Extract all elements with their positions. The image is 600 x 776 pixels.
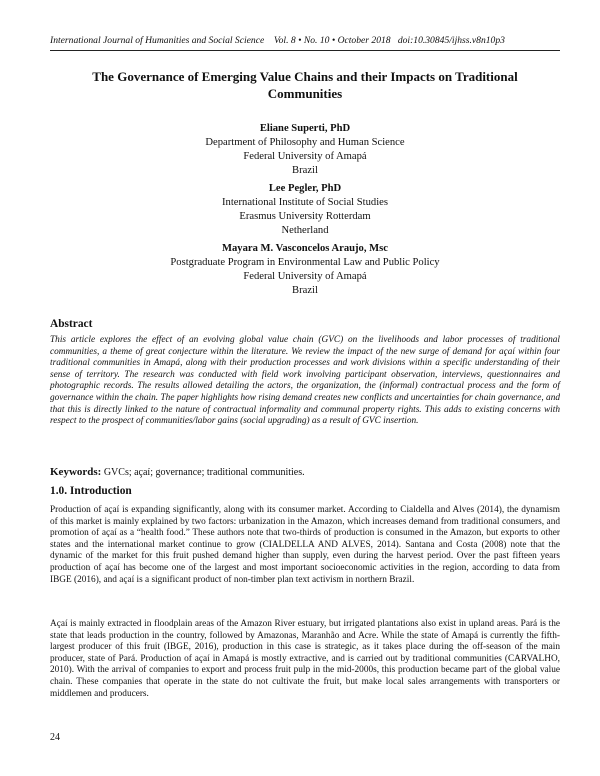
abstract-heading: Abstract <box>50 318 93 330</box>
body-paragraph: Açaí is mainly extracted in floodplain areas of the Amazon River estuary, but irrigated plantations also exist in upland areas. Pará is the state that leads production in the country, followed by Amazonas, Maranhão and Acre. While the state of Amapá is currently the fifth-largest producer of this fruit (IBGE, 2016), production in this case is strategic, as it takes place during the off-season of the main producer, state of Pará. Production of açaí in Amapá is mostly extractive, and is carried out by traditional communities (CARVALHO, 2010). With the arrival of companies to export and process fruit pulp in the mid-2000s, this production became part of the global value chain. These companies that operate in the state do not cultivate the fruit, but make local sales arrangements with transporters or middlemen and producers. <box>50 619 560 699</box>
abstract-text: This article explores the effect of an evolving global value chain (GVC) on the livelihoods and labor processes of traditional communities, a theme of great conjecture within the literature. We review the impact of the new surge of demand for açaí within four traditional communities in Amapá, along with their production processes and work divisions within a specific understanding of their sense of territory. The research was conducted with field work involving participant observation, interviews, questionnaires and photographic records. The results allowed detailing the actors, the organization, the (informal) contractual process and the form of governance within the chain. The paper highlights how rising demand creates new conflicts and uncertainties for chain governance, and that this is directly linked to the nature of contractual informality and communal property rights. This adds to existing concerns with respect to the prospect of communities/labor gains (social upgrading) as a result of GVC insertion. <box>50 335 560 427</box>
author-name: Lee Pegler, PhD <box>268 183 342 194</box>
author-institution: Erasmus University Rotterdam <box>239 211 371 222</box>
author-country: Brazil <box>292 285 318 296</box>
author-block <box>50 122 560 298</box>
author-country: Netherland <box>281 225 329 236</box>
body-paragraph: Production of açaí is expanding significantly, along with its consumer market. According to Cialdella and Alves (2014), the dynamism of this market is mainly explained by two factors: urbanization in the Amazon, which increases demand from traditional consumers, and promotion of açaí as a “health food.” These authors note that two-thirds of production is consumed in the Amazon, but exports to other states and the international market continue to grow (CIALDELLA AND ALVES, 2014). Santana and Costa (2008) note that the dynamic of the market for this fruit pushed demand higher than supply, even during the harvest period. Over the past fifteen years production of açaí has become one of the largest and most important socioeconomic activities in the region, according to data from IBGE (2016), and açaí is a significant product of non-timber plan text activism in northern Brazil. <box>50 505 560 585</box>
author-institution: Federal University of Amapá <box>243 151 367 162</box>
author-name: Eliane Superti, PhD <box>259 123 351 134</box>
author-2 <box>50 182 560 238</box>
author-name: Mayara M. Vasconcelos Araujo, Msc <box>222 243 388 254</box>
author-country: Brazil <box>292 165 318 176</box>
author-department: Postgraduate Program in Environmental Law and Public Policy <box>170 257 440 268</box>
author-3 <box>50 242 560 298</box>
running-header <box>50 35 560 46</box>
author-department: Department of Philosophy and Human Science <box>205 137 405 148</box>
section-heading: 1.0. Introduction <box>50 485 132 497</box>
keywords <box>50 466 560 478</box>
page-number: 24 <box>50 732 60 743</box>
author-institution: Federal University of Amapá <box>243 271 367 282</box>
journal-name: International Journal of Humanities and Social Science <box>50 35 265 46</box>
author-department: International Institute of Social Studies <box>222 197 388 208</box>
keywords-label: Keywords: <box>50 466 102 478</box>
doi: doi:10.30845/ijhss.v8n10p3 <box>397 35 505 46</box>
author-1 <box>50 122 560 178</box>
issue-info: Vol. 8 • No. 10 • October 2018 <box>273 35 391 46</box>
paper-title: The Governance of Emerging Value Chains and their Impacts on Traditional Communities <box>92 69 518 101</box>
header-divider <box>50 50 560 51</box>
keywords-text: GVCs; açaí; governance; traditional communities. <box>103 467 305 478</box>
